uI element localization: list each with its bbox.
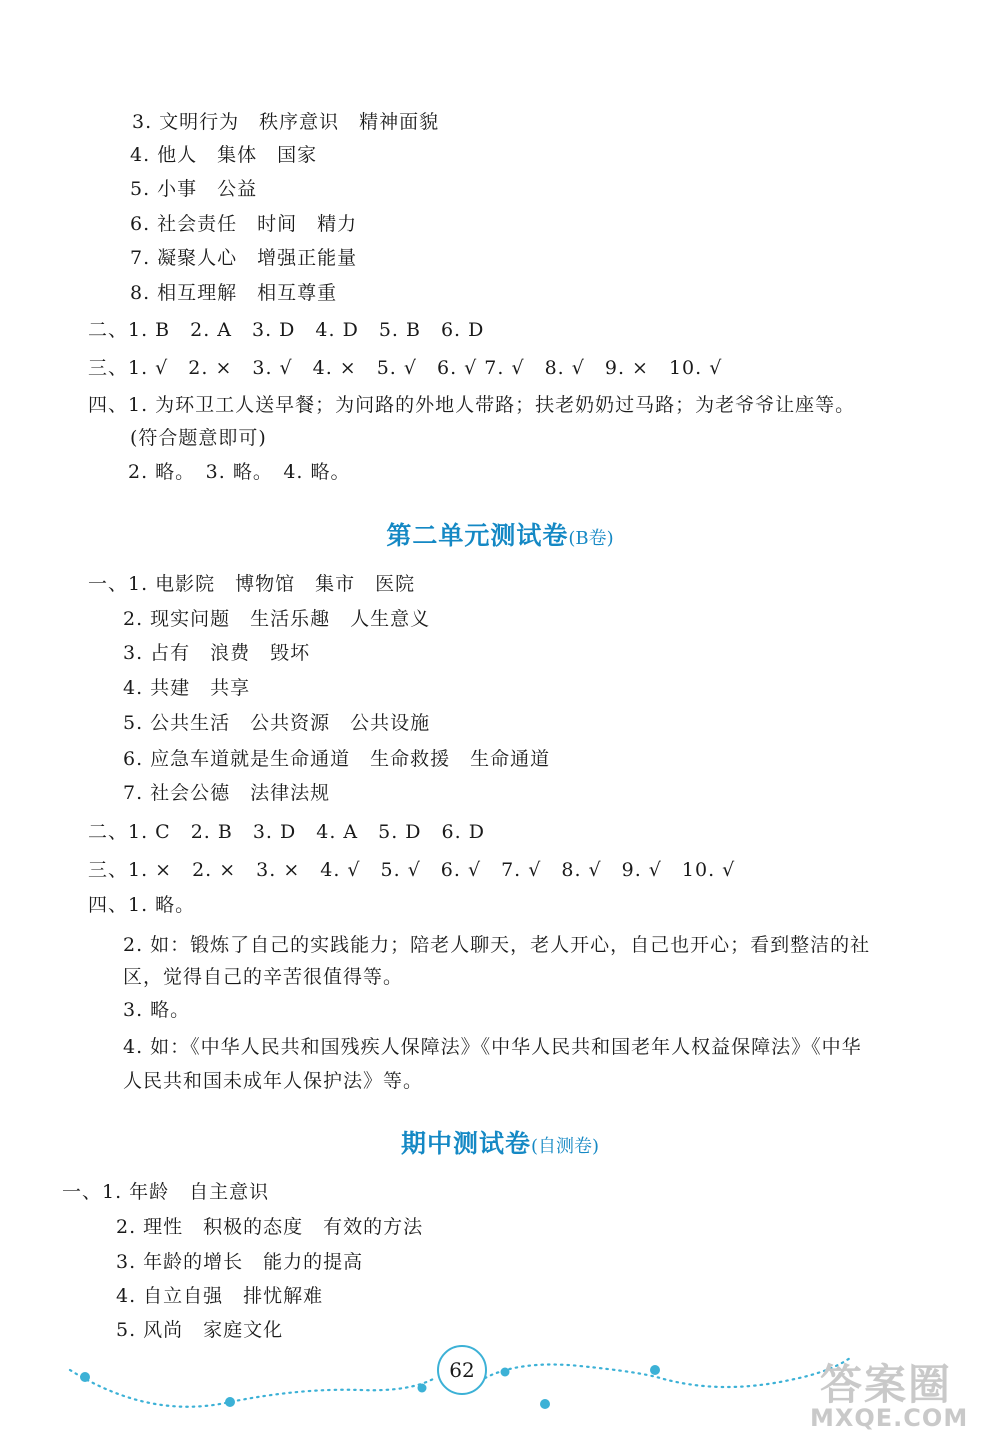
answer-line: 2. 如：锻炼了自己的实践能力；陪老人聊天，老人开心，自己也开心；看到整洁的社 xyxy=(123,934,871,956)
answer-line: 2. 理性 积极的态度 有效的方法 xyxy=(116,1216,424,1238)
answer-line: (符合题意即可) xyxy=(130,427,267,449)
footer-dot xyxy=(80,1372,90,1382)
footer-dot xyxy=(650,1365,660,1375)
watermark-text: 答案圈 xyxy=(820,1360,953,1409)
answer-line: 4. 共建 共享 xyxy=(123,677,251,699)
footer-dot xyxy=(225,1397,235,1407)
answer-line: 一、1. 年龄 自主意识 xyxy=(62,1181,270,1203)
answer-line: 4. 自立自强 排忧解难 xyxy=(116,1285,324,1307)
answer-line: 4. 他人 集体 国家 xyxy=(130,144,318,166)
footer-dot xyxy=(540,1399,550,1409)
answer-line: 二、1. B 2. A 3. D 4. D 5. B 6. D xyxy=(88,319,485,341)
answer-line: 6. 应急车道就是生命通道 生命救援 生命通道 xyxy=(123,748,551,770)
answer-line: 三、1. × 2. × 3. × 4. √ 5. √ 6. √ 7. √ 8. √ 9. √ 10. √ xyxy=(88,859,736,881)
answer-line: 区，觉得自己的辛苦很值得等。 xyxy=(123,966,404,988)
answer-line: 3. 年龄的增长 能力的提高 xyxy=(116,1251,364,1273)
answer-line: 5. 小事 公益 xyxy=(130,178,258,200)
section-title xyxy=(0,516,1000,552)
answer-line: 6. 社会责任 时间 精力 xyxy=(130,213,358,235)
page-number: 62 xyxy=(437,1345,487,1395)
watermark-url: MXQE.COM xyxy=(810,1404,969,1432)
watermark-logo xyxy=(790,1352,990,1432)
answer-line: 7. 社会公德 法律法规 xyxy=(123,782,331,804)
answer-line: 四、1. 略。 xyxy=(88,894,196,916)
answer-line: 一、1. 电影院 博物馆 集市 医院 xyxy=(88,573,416,595)
answer-line: 4. 如：《中华人民共和国残疾人保障法》《中华人民共和国老年人权益保障法》《中华 xyxy=(123,1036,862,1058)
answer-line: 3. 占有 浪费 毁坏 xyxy=(123,642,311,664)
answer-line: 5. 风尚 家庭文化 xyxy=(116,1319,284,1341)
answer-line: 3. 文明行为 秩序意识 精神面貌 xyxy=(132,111,440,133)
answer-line: 四、1. 为环卫工人送早餐；为问路的外地人带路；扶老奶奶过马路；为老爷爷让座等。 xyxy=(88,394,856,416)
section-title-sub: (自测卷) xyxy=(530,1136,600,1157)
answer-line: 5. 公共生活 公共资源 公共设施 xyxy=(123,712,431,734)
footer-dot xyxy=(418,1384,427,1393)
answer-line: 2. 略。 3. 略。 4. 略。 xyxy=(128,461,351,483)
answer-line: 3. 略。 xyxy=(123,999,191,1021)
answer-line: 二、1. C 2. B 3. D 4. A 5. D 6. D xyxy=(88,821,485,843)
answer-line: 人民共和国未成年人保护法》等。 xyxy=(123,1070,424,1092)
section-title xyxy=(0,1124,1000,1160)
answer-line: 8. 相互理解 相互尊重 xyxy=(130,282,338,304)
footer-dot xyxy=(501,1368,510,1377)
section-title-sub: (B卷) xyxy=(568,528,614,549)
answer-line: 三、1. √ 2. × 3. √ 4. × 5. √ 6. √ 7. √ 8. √ 9. × 10. √ xyxy=(88,357,723,379)
answer-line: 2. 现实问题 生活乐趣 人生意义 xyxy=(123,608,431,630)
section-title-main: 期中测试卷 xyxy=(400,1129,531,1158)
section-title-main: 第二单元测试卷 xyxy=(386,521,569,550)
answer-line: 7. 凝聚人心 增强正能量 xyxy=(130,247,358,269)
